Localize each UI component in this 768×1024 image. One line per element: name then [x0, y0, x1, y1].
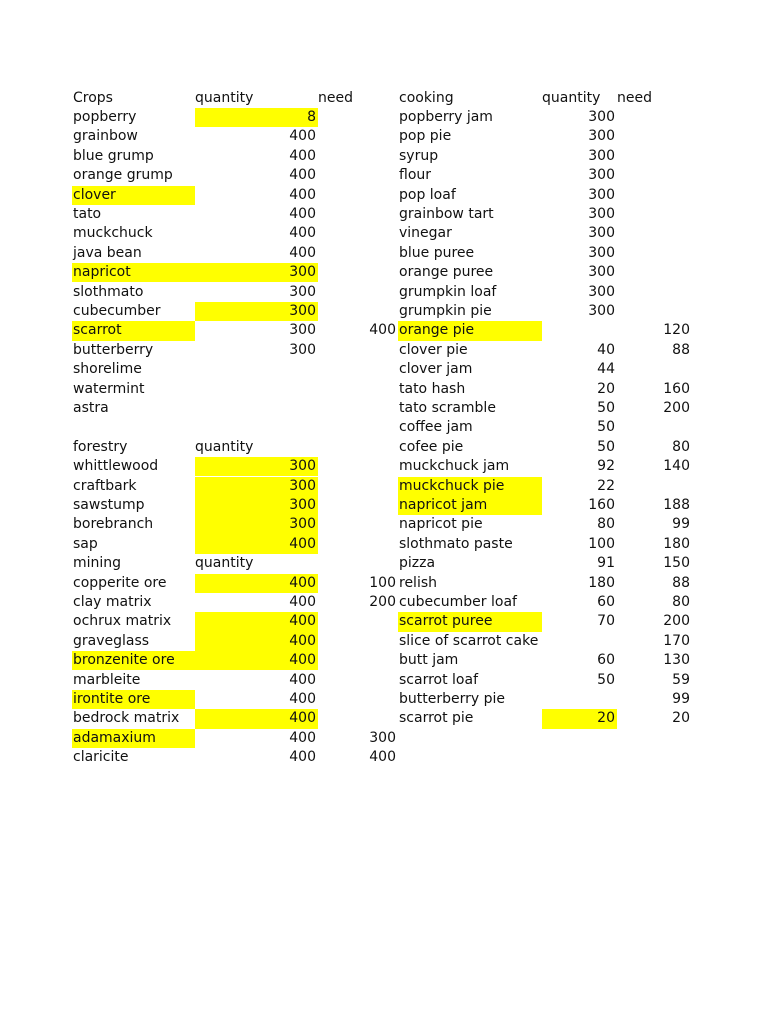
table-row [398, 302, 695, 321]
quantity-cell[interactable]: 180 [588, 574, 615, 591]
item-name-cell[interactable]: slothmato [73, 283, 144, 300]
table-row [398, 651, 695, 670]
need-cell[interactable] [318, 205, 397, 224]
table-row [398, 671, 695, 690]
need-cell[interactable] [318, 147, 397, 166]
quantity-cell[interactable]: 300 [588, 302, 615, 319]
need-cell[interactable] [617, 127, 693, 146]
item-name-cell[interactable]: tato [73, 205, 102, 222]
table-row [398, 166, 695, 185]
item-name-cell[interactable]: cubecumber loaf [399, 593, 517, 610]
table-row [72, 671, 397, 690]
need-cell[interactable] [318, 612, 397, 631]
need-cell[interactable] [318, 380, 397, 399]
need-cell[interactable] [318, 457, 397, 476]
table-row [398, 341, 695, 360]
table-row [72, 341, 397, 360]
need-cell[interactable] [318, 709, 397, 728]
item-name-cell[interactable]: blue grump [73, 147, 154, 164]
header-row [72, 89, 397, 108]
table-row [72, 380, 397, 399]
quantity-cell[interactable]: 20 [542, 709, 617, 728]
need-cell[interactable]: 140 [663, 458, 690, 475]
quantity-cell[interactable]: 400 [289, 671, 316, 688]
need-cell[interactable] [318, 186, 397, 205]
table-row [72, 360, 397, 379]
need-cell[interactable] [318, 477, 397, 496]
need-cell[interactable]: 80 [672, 438, 690, 455]
quantity-cell[interactable] [542, 632, 617, 651]
item-name-cell[interactable]: sap [73, 535, 98, 552]
quantity-cell[interactable]: 400 [289, 186, 316, 203]
need-cell[interactable]: 130 [663, 652, 690, 669]
need-cell[interactable] [617, 418, 693, 437]
table-row [398, 632, 695, 651]
quantity-cell[interactable]: 300 [588, 128, 615, 145]
item-name-cell[interactable]: clover jam [399, 361, 473, 378]
column-header-name[interactable]: mining [73, 555, 122, 572]
need-cell[interactable] [318, 671, 397, 690]
header-row [398, 89, 695, 108]
item-name-cell[interactable]: orange pie [398, 321, 542, 340]
need-cell[interactable]: 180 [663, 535, 690, 552]
table-row [72, 535, 397, 554]
item-name-cell[interactable]: orange puree [399, 264, 494, 281]
table-row [72, 593, 397, 612]
need-cell[interactable]: 120 [663, 322, 690, 339]
quantity-cell[interactable]: 400 [289, 729, 316, 746]
quantity-cell[interactable]: 400 [289, 690, 316, 707]
table-row [398, 283, 695, 302]
column-header-quantity[interactable]: quantity [195, 438, 254, 455]
quantity-cell[interactable]: 50 [597, 671, 615, 688]
quantity-cell[interactable]: 300 [588, 225, 615, 242]
table-row [398, 574, 695, 593]
table-row [398, 535, 695, 554]
item-name-cell[interactable]: popberry jam [399, 108, 493, 125]
quantity-cell[interactable]: 92 [597, 458, 615, 475]
column-header-need[interactable] [318, 438, 397, 457]
column-header-need[interactable]: need [617, 89, 652, 106]
quantity-cell[interactable]: 400 [195, 651, 318, 670]
column-header-need[interactable]: need [318, 89, 353, 106]
item-name-cell[interactable]: blue puree [399, 244, 475, 261]
quantity-cell[interactable]: 400 [289, 593, 316, 610]
need-cell[interactable] [318, 302, 397, 321]
item-name-cell[interactable]: scarrot pie [399, 710, 474, 727]
column-header-quantity[interactable]: quantity [542, 89, 601, 106]
quantity-cell[interactable]: 400 [195, 632, 318, 651]
item-name-cell[interactable]: slothmato paste [399, 535, 513, 552]
table-row [72, 283, 397, 302]
quantity-cell[interactable] [195, 380, 318, 399]
item-name-cell[interactable]: graveglass [73, 632, 150, 649]
quantity-cell[interactable] [195, 399, 318, 418]
quantity-cell[interactable]: 300 [289, 341, 316, 358]
need-cell[interactable]: 88 [672, 574, 690, 591]
table-row [72, 127, 397, 146]
need-cell[interactable] [318, 341, 397, 360]
column-header-name[interactable]: cooking [399, 89, 454, 106]
table-row [398, 418, 695, 437]
item-name-cell[interactable]: relish [399, 574, 438, 591]
item-name-cell[interactable]: clover [72, 186, 195, 205]
table-row [72, 612, 397, 631]
table-row [398, 593, 695, 612]
quantity-cell[interactable]: 400 [289, 128, 316, 145]
need-cell[interactable]: 170 [663, 632, 690, 649]
quantity-cell[interactable]: 60 [597, 593, 615, 610]
quantity-cell[interactable]: 300 [195, 457, 318, 476]
table-row [398, 127, 695, 146]
table-row [72, 399, 397, 418]
quantity-cell[interactable] [195, 360, 318, 379]
quantity-cell[interactable]: 400 [289, 167, 316, 184]
item-name-cell[interactable]: pop loaf [399, 186, 456, 203]
quantity-cell[interactable]: 22 [597, 477, 615, 494]
item-name-cell[interactable]: orange grump [73, 167, 173, 184]
table-row [72, 690, 397, 709]
need-cell[interactable]: 100 [369, 574, 396, 591]
need-cell[interactable]: 300 [369, 729, 396, 746]
item-name-cell[interactable]: grainbow [73, 128, 138, 145]
item-name-cell[interactable]: astra [73, 399, 109, 416]
item-name-cell[interactable]: java bean [73, 244, 142, 261]
quantity-cell[interactable]: 300 [289, 283, 316, 300]
need-cell[interactable] [617, 186, 693, 205]
item-name-cell[interactable]: craftbark [73, 477, 137, 494]
item-name-cell[interactable]: whittlewood [73, 458, 159, 475]
table-row [398, 709, 695, 728]
need-cell[interactable]: 150 [663, 555, 690, 572]
column-header-quantity[interactable]: quantity [195, 89, 254, 106]
quantity-cell[interactable]: 91 [597, 555, 615, 572]
table-row [72, 515, 397, 534]
item-name-cell[interactable]: adamaxium [72, 729, 195, 748]
need-cell[interactable]: 400 [369, 749, 396, 766]
item-name-cell[interactable]: butt jam [399, 652, 459, 669]
need-cell[interactable]: 20 [672, 710, 690, 727]
quantity-cell[interactable]: 300 [588, 244, 615, 261]
quantity-cell[interactable]: 20 [597, 380, 615, 397]
item-name-cell[interactable]: butterberry [73, 341, 154, 358]
need-cell[interactable]: 200 [663, 399, 690, 416]
quantity-cell[interactable]: 300 [195, 263, 318, 282]
need-cell[interactable] [318, 651, 397, 670]
item-name-cell[interactable]: napricot jam [398, 496, 542, 515]
column-header-name[interactable]: Crops [73, 89, 113, 106]
item-name-cell[interactable]: flour [399, 167, 432, 184]
quantity-cell[interactable]: 80 [597, 516, 615, 533]
column-header-need[interactable] [318, 554, 397, 573]
quantity-cell[interactable]: 60 [597, 652, 615, 669]
table-row [398, 108, 695, 127]
item-name-cell[interactable]: muckchuck jam [399, 458, 510, 475]
item-name-cell[interactable]: bedrock matrix [73, 710, 180, 727]
need-cell[interactable] [318, 535, 397, 554]
item-name-cell[interactable]: grainbow tart [399, 205, 494, 222]
table-row [398, 205, 695, 224]
quantity-cell[interactable]: 300 [588, 167, 615, 184]
need-cell[interactable] [617, 263, 693, 282]
item-name-cell[interactable]: copperite ore [73, 574, 167, 591]
table-row [72, 574, 397, 593]
need-cell[interactable] [318, 515, 397, 534]
need-cell[interactable] [617, 477, 693, 496]
item-name-cell[interactable]: claricite [73, 749, 129, 766]
need-cell[interactable]: 99 [672, 690, 690, 707]
table-row [72, 457, 397, 476]
need-cell[interactable]: 99 [672, 516, 690, 533]
table-row [72, 263, 397, 282]
header-row [72, 438, 397, 457]
item-name-cell[interactable]: coffee jam [399, 419, 473, 436]
need-cell[interactable] [617, 302, 693, 321]
quantity-cell[interactable]: 300 [588, 264, 615, 281]
quantity-cell[interactable] [542, 690, 617, 709]
need-cell[interactable] [617, 360, 693, 379]
quantity-cell[interactable]: 70 [597, 613, 615, 630]
table-row [398, 496, 695, 515]
quantity-cell[interactable]: 300 [588, 108, 615, 125]
table-row [72, 651, 397, 670]
table-row [72, 166, 397, 185]
quantity-cell[interactable]: 100 [588, 535, 615, 552]
column-header-quantity[interactable]: quantity [195, 555, 254, 572]
need-cell[interactable] [318, 690, 397, 709]
item-name-cell[interactable]: irontite ore [72, 690, 195, 709]
table-row [72, 244, 397, 263]
item-name-cell[interactable]: scarrot [72, 321, 195, 340]
quantity-cell[interactable]: 400 [289, 225, 316, 242]
need-cell[interactable]: 88 [672, 341, 690, 358]
quantity-cell[interactable]: 400 [289, 147, 316, 164]
need-cell[interactable] [617, 244, 693, 263]
need-cell[interactable]: 200 [369, 593, 396, 610]
table-row [398, 612, 695, 631]
table-row [72, 108, 397, 127]
quantity-cell[interactable]: 300 [195, 302, 318, 321]
table-row [72, 496, 397, 515]
table-row [398, 399, 695, 418]
need-cell[interactable] [318, 166, 397, 185]
need-cell[interactable]: 160 [663, 380, 690, 397]
need-cell[interactable] [318, 360, 397, 379]
item-name-cell[interactable]: muckchuck pie [398, 477, 542, 496]
table-row [72, 729, 397, 748]
quantity-cell[interactable]: 40 [597, 341, 615, 358]
item-name-cell[interactable]: grumpkin loaf [399, 283, 497, 300]
quantity-cell[interactable] [542, 321, 617, 340]
item-name-cell[interactable]: watermint [73, 380, 145, 397]
quantity-cell[interactable]: 400 [195, 612, 318, 631]
quantity-cell[interactable]: 50 [597, 438, 615, 455]
item-name-cell[interactable]: scarrot puree [398, 612, 542, 631]
table-row [398, 224, 695, 243]
column-header-name[interactable]: forestry [73, 438, 128, 455]
need-cell[interactable] [318, 224, 397, 243]
item-name-cell[interactable]: butterberry pie [399, 690, 505, 707]
need-cell[interactable] [617, 205, 693, 224]
need-cell[interactable]: 59 [672, 671, 690, 688]
quantity-cell[interactable]: 400 [195, 535, 318, 554]
item-name-cell[interactable]: sawstump [73, 496, 145, 513]
item-name-cell[interactable]: ochrux matrix [73, 613, 172, 630]
item-name-cell[interactable]: pop pie [399, 128, 452, 145]
quantity-cell[interactable]: 300 [588, 205, 615, 222]
quantity-cell[interactable]: 8 [195, 108, 318, 127]
table-row [398, 515, 695, 534]
item-name-cell[interactable]: popberry [73, 108, 137, 125]
need-cell[interactable] [318, 108, 397, 127]
table-row [72, 224, 397, 243]
table-row [398, 263, 695, 282]
table-row [72, 477, 397, 496]
table-row [398, 321, 695, 340]
item-name-cell[interactable]: scarrot loaf [399, 671, 478, 688]
header-row [72, 554, 397, 573]
need-cell[interactable]: 188 [663, 496, 690, 513]
table-row [398, 690, 695, 709]
table-row [72, 321, 397, 340]
need-cell[interactable] [617, 224, 693, 243]
quantity-cell[interactable]: 300 [588, 283, 615, 300]
item-name-cell[interactable]: pizza [399, 555, 436, 572]
need-cell[interactable] [318, 127, 397, 146]
table-row [72, 632, 397, 651]
need-cell[interactable]: 200 [663, 613, 690, 630]
table-row [72, 147, 397, 166]
quantity-cell[interactable]: 300 [195, 515, 318, 534]
quantity-cell[interactable]: 50 [597, 419, 615, 436]
table-row [72, 709, 397, 728]
quantity-cell[interactable]: 300 [195, 496, 318, 515]
need-cell[interactable] [617, 108, 693, 127]
table-row [398, 147, 695, 166]
item-name-cell[interactable]: tato hash [399, 380, 466, 397]
table-row [72, 205, 397, 224]
item-name-cell[interactable]: clover pie [399, 341, 468, 358]
table-row [398, 360, 695, 379]
need-cell[interactable]: 80 [672, 593, 690, 610]
item-name-cell[interactable]: vinegar [399, 225, 452, 242]
item-name-cell[interactable]: shorelime [73, 361, 142, 378]
item-name-cell[interactable]: borebranch [73, 516, 154, 533]
item-name-cell[interactable]: bronzenite ore [72, 651, 195, 670]
quantity-cell[interactable]: 300 [195, 477, 318, 496]
table-row [398, 438, 695, 457]
quantity-cell[interactable]: 300 [588, 147, 615, 164]
quantity-cell[interactable]: 400 [195, 709, 318, 728]
item-name-cell[interactable]: marbleite [73, 671, 141, 688]
table-row [398, 380, 695, 399]
quantity-cell[interactable]: 160 [588, 496, 615, 513]
table-row [72, 302, 397, 321]
table-row [398, 457, 695, 476]
quantity-cell[interactable]: 300 [588, 186, 615, 203]
item-name-cell[interactable]: napricot [72, 263, 195, 282]
table-row [398, 554, 695, 573]
need-cell[interactable] [318, 399, 397, 418]
quantity-cell[interactable]: 50 [597, 399, 615, 416]
need-cell[interactable] [318, 283, 397, 302]
item-name-cell[interactable]: syrup [399, 147, 439, 164]
table-row [72, 186, 397, 205]
need-cell[interactable] [318, 244, 397, 263]
item-name-cell[interactable]: cubecumber [73, 302, 161, 319]
quantity-cell[interactable]: 300 [289, 322, 316, 339]
need-cell[interactable] [318, 496, 397, 515]
quantity-cell[interactable]: 44 [597, 361, 615, 378]
item-name-cell[interactable]: slice of scarrot cake [399, 632, 539, 649]
table-row [398, 186, 695, 205]
table-row [398, 244, 695, 263]
item-name-cell[interactable]: grumpkin pie [399, 302, 492, 319]
quantity-cell[interactable]: 400 [289, 205, 316, 222]
item-name-cell[interactable]: napricot pie [399, 516, 483, 533]
item-name-cell[interactable]: clay matrix [73, 593, 152, 610]
need-cell[interactable] [318, 632, 397, 651]
need-cell[interactable]: 400 [369, 322, 396, 339]
item-name-cell[interactable]: tato scramble [399, 399, 496, 416]
need-cell[interactable] [617, 166, 693, 185]
table-row [72, 748, 397, 767]
quantity-cell[interactable]: 400 [289, 244, 316, 261]
need-cell[interactable] [617, 283, 693, 302]
table-row [398, 477, 695, 496]
need-cell[interactable] [617, 147, 693, 166]
item-name-cell[interactable]: cofee pie [399, 438, 464, 455]
quantity-cell[interactable]: 400 [195, 574, 318, 593]
need-cell[interactable] [318, 263, 397, 282]
quantity-cell[interactable]: 400 [289, 749, 316, 766]
item-name-cell[interactable]: muckchuck [73, 225, 153, 242]
